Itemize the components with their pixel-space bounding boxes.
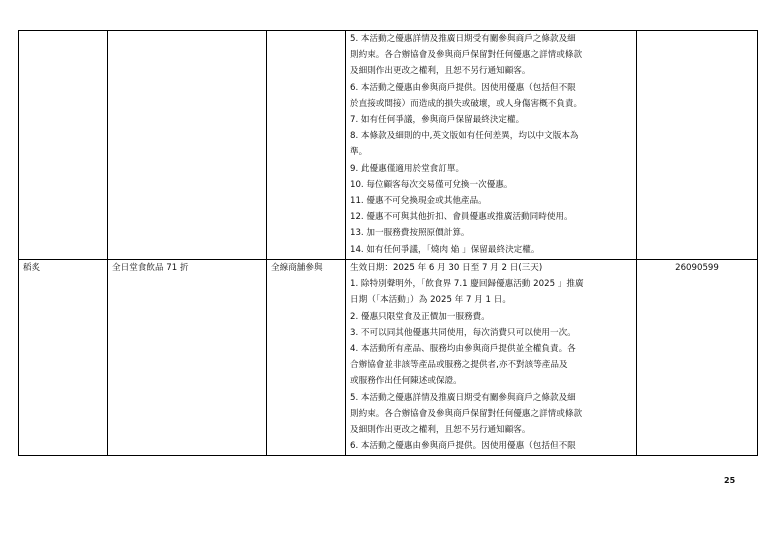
terms-cell — [346, 260, 637, 456]
terms-line: 及細則作出更改之權利，且恕不另行通知顧客。 — [350, 66, 531, 77]
table-row — [19, 31, 758, 260]
terms-line: 2. 優惠只限堂食及正價加一服務費。 — [350, 311, 490, 322]
terms-line: 生效日期：2025 年 6 月 30 日至 7 月 2 日(三天) — [350, 263, 543, 273]
promo-table — [18, 30, 758, 456]
offer-cell — [108, 31, 267, 260]
terms-line: 3. 不可以同其他優惠共同使用，每次消費只可以使用一次。 — [350, 327, 576, 338]
terms-line: 合辦協會並非該等產品或服務之提供者,亦不對該等產品及 — [350, 360, 568, 371]
terms-line: 7. 如有任何爭議，參與商戶保留最終決定權。 — [350, 115, 525, 126]
terms-line: 日期（「本活動」）為 2025 年 7 月 1 日。 — [350, 295, 511, 306]
code-cell — [637, 31, 758, 260]
code-cell: 26090599 — [637, 260, 758, 456]
terms-line: 8. 本條款及細則的中,英文版如有任何差異，均以中文版本為 — [350, 131, 579, 142]
terms-line: 於直接或間接）而造成的損失或破壞，或人身傷害概不負責。 — [350, 98, 583, 109]
table-row — [19, 260, 758, 456]
offer-cell: 全日堂食飲品 71 折 — [108, 260, 267, 456]
terms-line: 準。 — [350, 147, 368, 158]
terms-line: 13. 加一服務費按照原價計算。 — [350, 228, 470, 239]
terms-line: 4. 本活動所有產品、服務均由參與商戶提供並全權負責。各 — [350, 344, 576, 355]
terms-line: 11. 優惠不可兌換現金或其他產品。 — [350, 196, 487, 207]
terms-line: 9. 此優惠僅適用於堂食訂單。 — [350, 163, 465, 174]
scope-cell — [267, 31, 346, 260]
terms-cell — [346, 31, 637, 260]
terms-line: 則約束。各合辦協會及參與商戶保留對任何優惠之詳情或條款 — [350, 408, 583, 419]
scope-cell: 全線商舖參與 — [267, 260, 346, 456]
terms-line: 14. 如有任何爭議，「燒肉 焔 」保留最終決定權。 — [350, 244, 540, 255]
terms-line: 6. 本活動之優惠由參與商戶提供。因使用優惠（包括但不限 — [350, 82, 576, 93]
terms-line: 則約束。各合辦協會及參與商戶保留對任何優惠之詳情或條款 — [350, 50, 583, 61]
terms-line: 及細則作出更改之權利，且恕不另行通知顧客。 — [350, 425, 531, 436]
terms-line: 10. 每位顧客每次交易僅可兌換一次優惠。 — [350, 179, 513, 190]
merchant-cell — [19, 31, 108, 260]
terms-line: 12. 優惠不可與其他折扣、會員優惠或推廣活動同時使用。 — [350, 212, 573, 223]
terms-line: 6. 本活動之優惠由參與商戶提供。因使用優惠（包括但不限 — [350, 441, 576, 452]
terms-line: 5. 本活動之優惠詳情及推廣日期受有關參與商戶之條款及細 — [350, 392, 576, 403]
terms-line: 1. 除特別聲明外，「飲食界 7.1 慶回歸優惠活動 2025 」推廣 — [350, 279, 584, 290]
terms-line: 5. 本活動之優惠詳情及推廣日期受有關參與商戶之條款及細 — [350, 34, 576, 44]
merchant-cell: 稻炙 — [19, 260, 108, 456]
terms-line: 或服務作出任何陳述或保證。 — [350, 376, 462, 387]
page-number: 25 — [724, 476, 736, 485]
